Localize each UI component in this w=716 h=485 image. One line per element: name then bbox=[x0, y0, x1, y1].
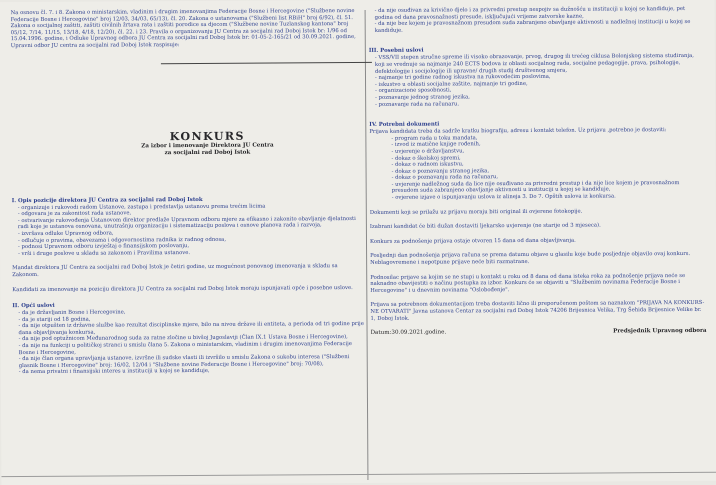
section-2-list bbox=[12, 308, 364, 376]
section-2-heading: II. Opći uslovi bbox=[12, 302, 55, 310]
mandate-paragraph: Mandat direktora JU Centra za socijalni rad Doboj Istok je četiri godine, uz mogućnost ponovnog imenovanja u skladu sa Zakonom. bbox=[12, 263, 338, 279]
section-4-heading: IV. Potrebni dokumenti bbox=[369, 121, 440, 129]
section-1-list bbox=[12, 203, 364, 258]
paragraph-last-day: Posljednji dan podnošenja prijava računa se prema datumu objave u glasilu koje bude posljednje objavilo ovaj konkurs. Neblagovremene i nepotpune prijave neće biti razmatrane. bbox=[370, 251, 691, 266]
list-item: - poznavanje rada na računaru. bbox=[375, 99, 705, 108]
list-item: - da nije bez kojem je pravosnažnom presudom suda zabranjeno obavljanje aktivnosti u nadležnoj instituciji u kojoj se kandiduje. bbox=[375, 19, 705, 34]
paragraph-contact: Podnosilac prijave sa kojim se ne stupi u kontakt u roku od 8 dana od dana isteka roka za podnošenje prijava neće se naknadno obavijestiti o načinu postupka za izbor. Konkurs će se objaviti u "Službenim novinama Federacije Bosne i Hercegovine" i u dnevnim novinama "Oslobođenje". bbox=[370, 272, 686, 294]
list-item: - da nije pod optužnicom Međunarodnog suda za ratne zločine u bivšoj Jugoslaviji (Član IX.1 Ustava Bosne i Hercegovine), bbox=[19, 334, 365, 343]
list-item: - izvod iz matične knjige rođenih, bbox=[391, 140, 705, 149]
list-item: - da nije otpušten iz državne službe kao rezultat disciplinske mjere, bilo na nivou države ili entiteta, a perioda od tri godine prije dana objavljivanja konkursa, bbox=[18, 321, 364, 336]
paragraph-submission: Prijava sa potrebnom dokumentacijom treba dostaviti lično ili preporučenom poštom sa naznakom "PRIJAVA NA KONKURS-NE OTVARATI" Javna ustanova Centar za socijalni rad Doboj Istok 74206 Brijesnica Velika, Trg Šehida Brijesnice Velike br. 1, Doboj Istok. bbox=[370, 300, 705, 322]
list-item: - uvjerenje o državljanstvu, bbox=[391, 147, 705, 156]
subtitle-line-2: za socijalni rad Doboj Istok bbox=[164, 149, 251, 156]
list-item: - uvjerenje nadležnog suda da lice nije osuđivano za privredni prestup i da nije lice kojem je pravosnažnom presudom suda zabranjeno obavljanje aktivnosti u instituciji u kojoj se kandiduje, bbox=[392, 180, 706, 195]
list-item: - dokaz o školskoj spremi, bbox=[391, 153, 705, 162]
column-divider bbox=[365, 10, 369, 480]
list-item: - da je državljanin Bosne i Hercegovine, bbox=[18, 308, 364, 317]
intro-rule bbox=[161, 61, 372, 63]
general-conditions-continued bbox=[369, 6, 705, 34]
conditions-note: Kandidati za imenovanje na poziciju direktora JU Centra za socijalni rad Doboj Istok moraju ispunjavati opće i posebne uslove. bbox=[12, 284, 353, 293]
paragraph-medical: Izabrani kandidat će biti dužan dostaviti ljekarsko uvjerenje (ne starije od 3 mjeseca). bbox=[369, 222, 601, 231]
list-item: - da nije osuđivan za krivično djelo i za privredni prestup nespojiv sa dužnošću u instituciji u kojoj se kandiduje, pet godina od dana pravosnažnosti presude, isključujući vrijeme zatvorske kazne, bbox=[375, 6, 705, 21]
list-item: - da nije član organa upravljanja ustanove, izvršne ili sudske vlasti ili izvršilo u smislu Zakona o sukobu interesa ("Službeni glasnik Bosne i Hercegovine" broj: 16/02, 12/04 i "Službene novine Federacije Bosne i Hercegovine" broj: 70/08), bbox=[19, 354, 365, 369]
list-item: - da nema privatni i finansijski interes u instituciji u kojoj se kandiduje, bbox=[19, 367, 365, 376]
intro-paragraph: Na osnovu čl. 7. i 8. Zakona o ministarskim, vladinim i drugim imenovanjima Federacije Bosne i Hercegovine ("Službene novine Federacije Bosne i Hercegovine" broj 12/03, 34/03, 65/13), čl. 20. Zakona o ustanovama ("Službeni list RBiH" broj 6/92), čl. 51. Zakona o socijalnoj zaštiti, zaštiti civilnih žrtava rata i zaštiti porodice sa djecom ("Službene novine Tuzlanskog kantona" broj 05/12, 7/14, 11/15, 13/18, 4/18, 12/20), čl. 22. i 23. Pravila o organizovanju JU Centra za socijalni rad Doboj Istok br: 1/96 od 15.04.1996. godine, i Odluke Upravnog odbora JU Centra za socijalni rad Doboj Istok br: 01-05-2-165/21 od 30.09.2021. godine, Upravni odbor JU centra za socijalni rad Doboj Istok raspisuje: bbox=[10, 8, 356, 50]
subtitle-line-1: Za izbor i imenovanje Direktora JU Centra bbox=[141, 142, 274, 149]
list-item: - iskustvo u oblasti socijalne zaštite, najmanje tri godine, bbox=[375, 80, 705, 89]
list-item: - dokaz o poznavanju stranog jezika, bbox=[392, 167, 706, 176]
section-4-list bbox=[369, 134, 705, 202]
documents-intro: Prijava kandidata treba da sadrže kratku biografiju, adresu i kontakt telefon. Uz prijavu ,potrebno je dostaviti: bbox=[369, 127, 667, 136]
list-item: - poznavanje jednog stranog jezika, bbox=[375, 93, 705, 102]
list-item: - da nije na funkciji u političkoj stranci u smislu člana 5. Zakona o ministarskim, vladinim i drugim imenovanjima Federacije Bosne i Hercegovine, bbox=[19, 341, 365, 356]
list-item: - dokaz o poznavanju rada na računaru, bbox=[392, 173, 706, 182]
list-item: - izvršava odluke Upravnog odbora, bbox=[18, 229, 364, 238]
signature-block bbox=[371, 328, 707, 336]
list-item: - dokaz o radnom iskustvu, bbox=[392, 160, 706, 169]
section-1-heading: I. Opis pozicije direktora JU Centra za socijalni rad Doboj Istok bbox=[11, 196, 203, 204]
section-3-list bbox=[369, 53, 705, 108]
paragraph-originals: Dokumenti koji se prilažu uz prijavu moraju biti original ili ovjerene fotokopije. bbox=[369, 208, 583, 216]
left-column bbox=[11, 8, 365, 376]
list-item: - VSS/VII stepen stručne spreme ili visoko obrazovanje, prvog, drugog ili trećeg ciklusa Bolonjskog sistema studiranja, koji se vrednuje sa najmanje 240 ECTS bodova iz oblasti socijalnog rada, socijalne pedagogije, prava, psihologije, defektologije i socijologije ili upravne/ drugih studij društvenog smjera, bbox=[375, 53, 705, 75]
paragraph-open-period: Konkurs za podnošenje prijava ostaje otvoren 15 dana od dana objavljivanja. bbox=[369, 237, 576, 245]
list-item: - organizuje i rukovodi radom Ustanove, zastupa i predstavlja ustanovu prema trećim licima bbox=[18, 203, 364, 212]
list-item: - ovjerene izjave o ispunjavanju uslova iz alineja 3. Do 7. Opštih uslova iz konkursa. bbox=[392, 193, 706, 202]
list-item: - ostvarivanje rukovođenja Ustanovom direktor predlaže Upravnom odboru mjere za efikasno i zakonito obavljanje djelatnosti radi koje je ustanova osnovana, unutrašnju organizaciju i sistematizaciju poslova i osnove planova rada i razvoja, bbox=[18, 216, 364, 231]
section-3-heading: III. Posebni uslovi bbox=[368, 47, 424, 55]
list-item: - podnosi Upravnom odboru izvještaj o finansijskom poslovanju, bbox=[18, 242, 364, 251]
list-item: - program rada u toku mandata, bbox=[391, 134, 705, 143]
right-column bbox=[369, 6, 707, 336]
list-item: - vrši i druge poslove u skladu sa zakonom i Pravilima ustanove. bbox=[18, 249, 364, 258]
page-bottom-rule bbox=[1, 472, 716, 477]
list-item: - da je stariji od 18 godina, bbox=[18, 315, 364, 324]
list-item: - odlučuje o pravima, obavezama i odgovornostima radnika iz radnog odnosa, bbox=[18, 235, 364, 244]
signature-signer: Predsjednik Upravnog odbora bbox=[613, 328, 707, 335]
signature-date: Datum:30.09.2021.godine. bbox=[370, 329, 447, 337]
list-item: - odgovara je za zakonitost rada ustanove, bbox=[18, 209, 364, 218]
list-item: - najmanje tri godine radnog iskustva na rukovodećim poslovima, bbox=[375, 73, 705, 82]
document-title: KONKURS bbox=[169, 129, 246, 143]
list-item: - organizacione sposobnosti, bbox=[375, 86, 705, 95]
